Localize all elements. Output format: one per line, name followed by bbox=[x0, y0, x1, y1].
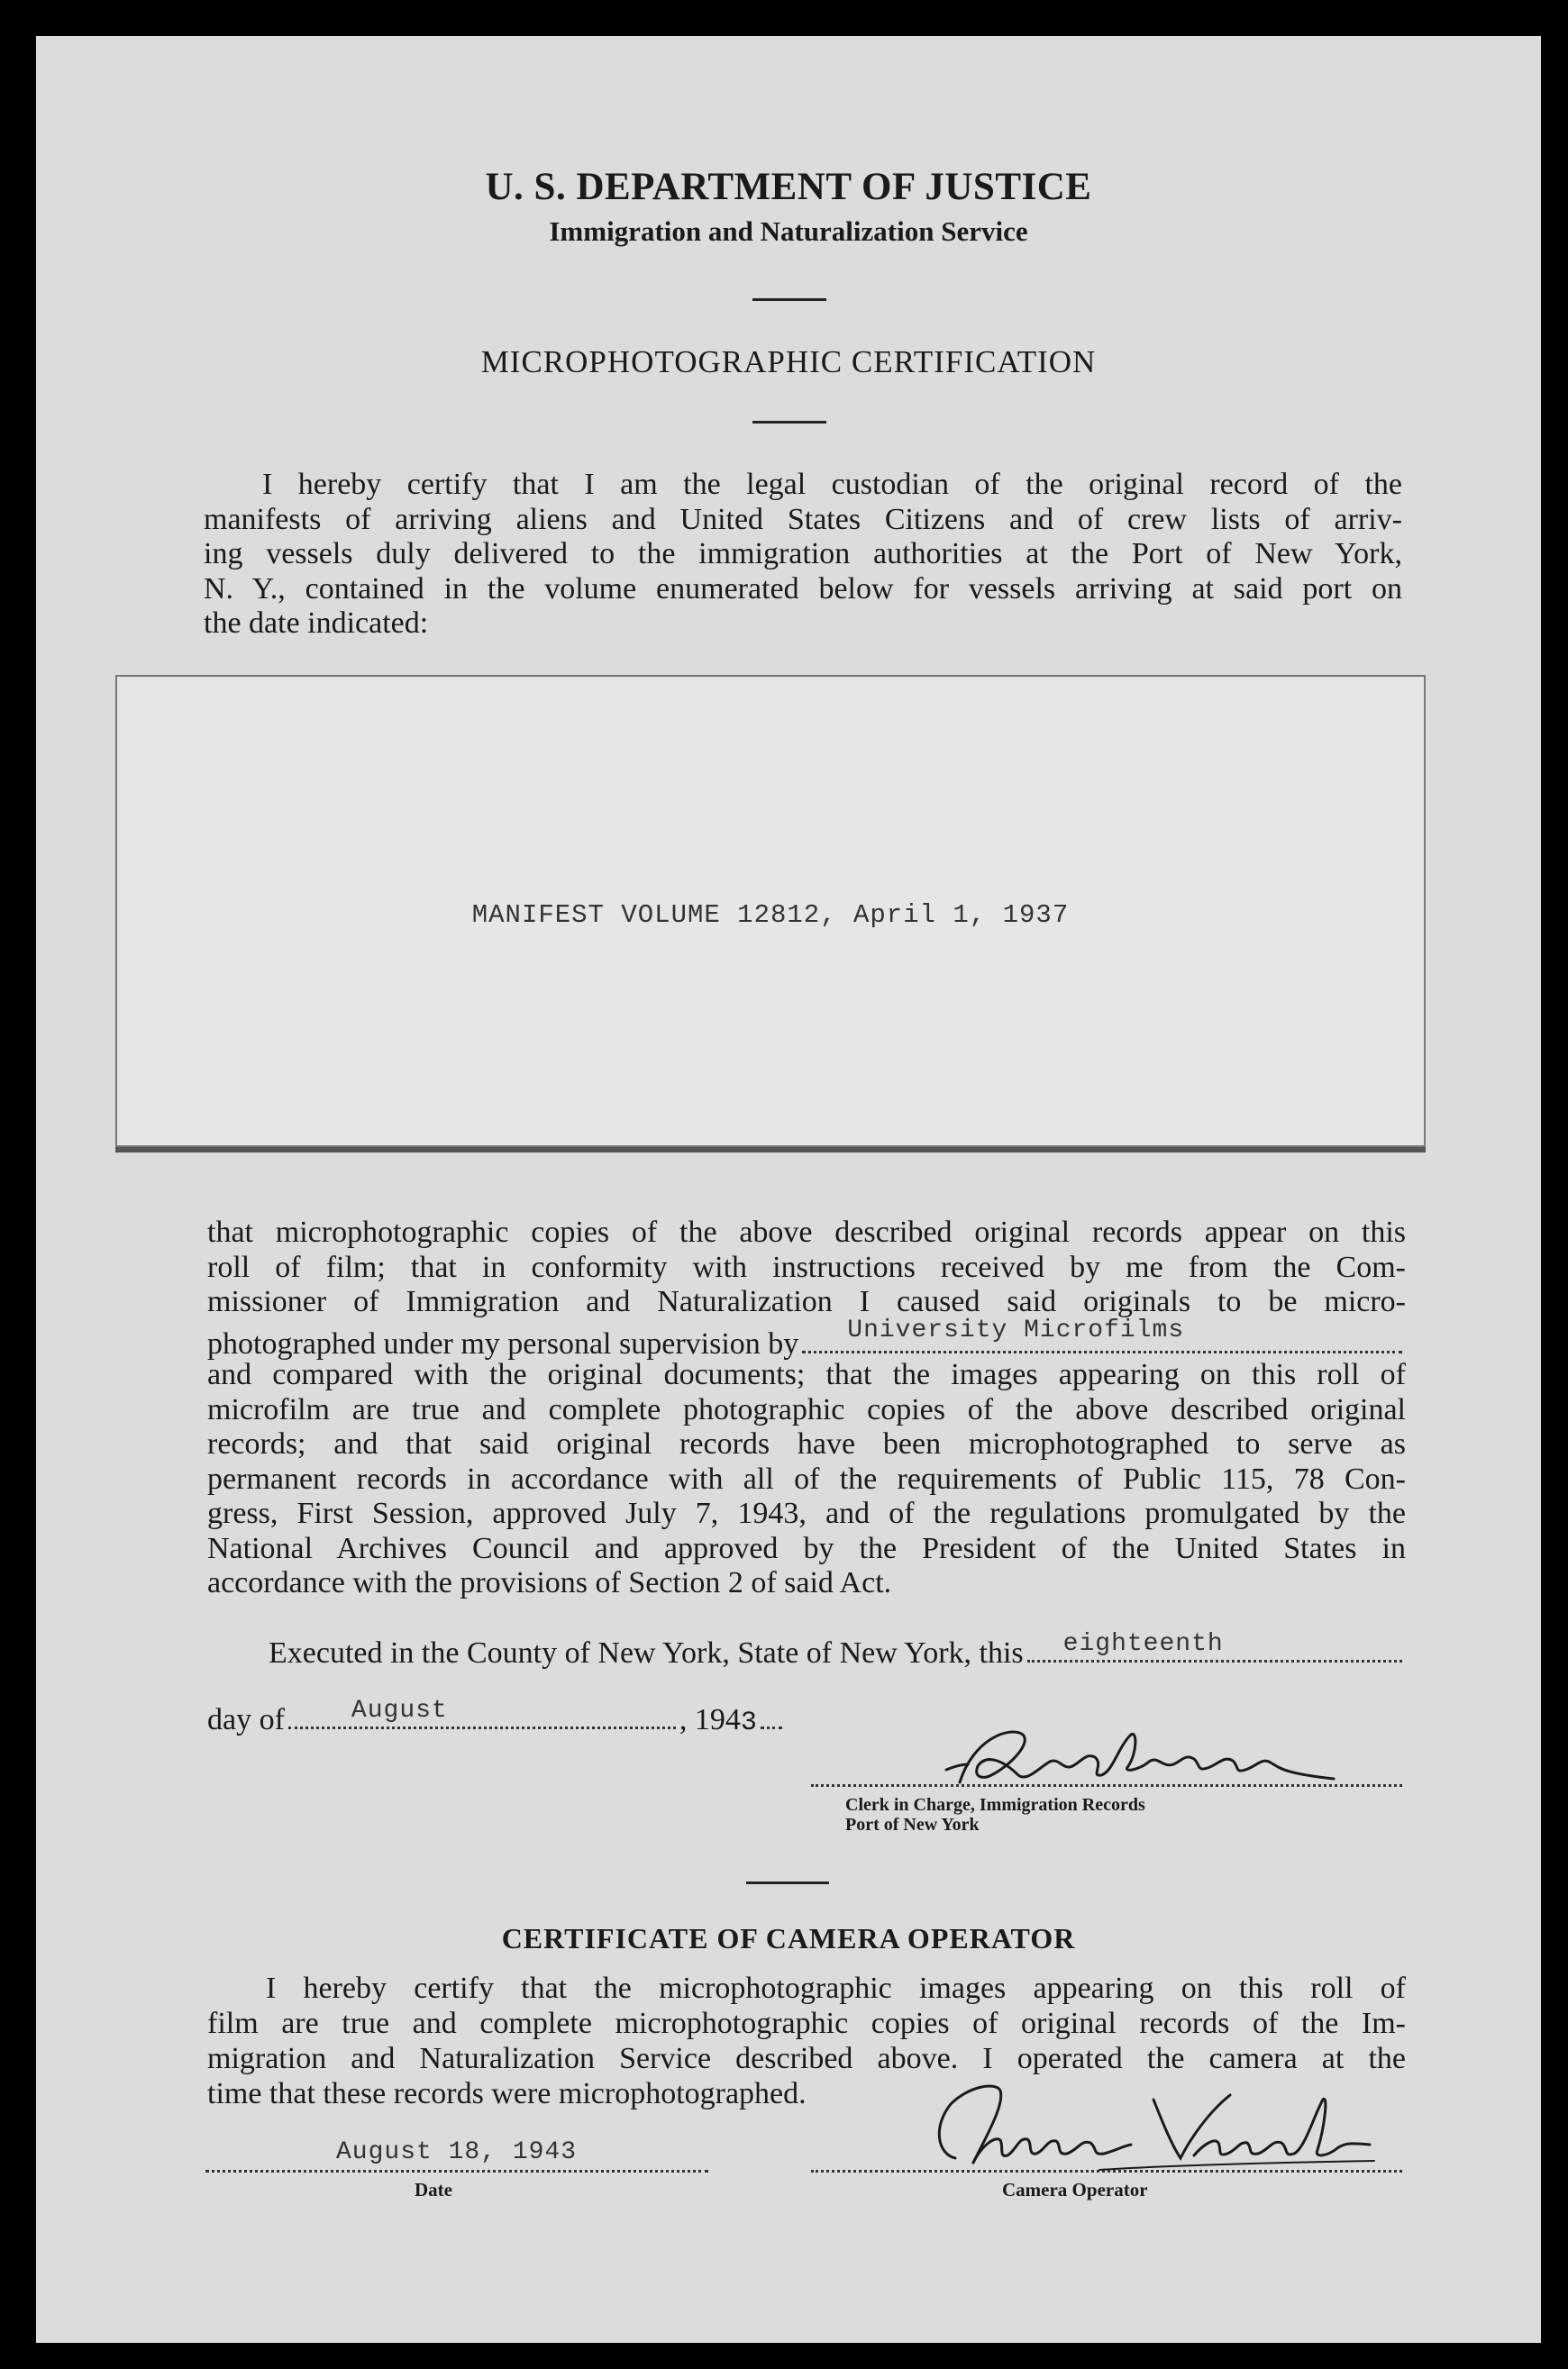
body-line: missioner of Immigration and Naturalization I caused said originals to be micro- bbox=[207, 1285, 1406, 1318]
executed-label: Executed in the County of New York, State of New York, this bbox=[269, 1636, 1024, 1670]
divider-rule bbox=[752, 421, 826, 424]
date-line bbox=[207, 1697, 856, 1738]
operator-line: I hereby certify that the microphotographic images appearing on this roll of bbox=[266, 1972, 1406, 2005]
certification-title: MICROPHOTOGRAPHIC CERTIFICATION bbox=[480, 344, 1097, 379]
clerk-title bbox=[845, 1795, 1145, 1835]
body-paragraph bbox=[207, 1216, 1406, 1601]
divider-rule bbox=[752, 298, 826, 301]
certificate-page bbox=[36, 36, 1541, 2343]
year-value: 3 bbox=[740, 1708, 757, 1738]
supervision-label: photographed under my personal supervision by bbox=[207, 1326, 799, 1361]
intro-line: the date indicated: bbox=[204, 606, 429, 640]
operator-line: film are true and complete microphotographic copies of original records of the Im- bbox=[207, 2007, 1406, 2040]
manifest-volume-text: MANIFEST VOLUME 12812, April 1, 1937 bbox=[471, 900, 1070, 930]
body-line: gress, First Session, approved July 7, 1943, and of the regulations promulgated by the bbox=[207, 1497, 1406, 1530]
body-line: records; and that said original records have been microphotographed to serve as bbox=[207, 1427, 1406, 1461]
clerk-title-line: Clerk in Charge, Immigration Records bbox=[845, 1795, 1145, 1815]
body-line: roll of film; that in conformity with instructions received by me from the Com- bbox=[207, 1250, 1406, 1284]
service-subheading: Immigration and Naturalization Service bbox=[549, 215, 1028, 247]
intro-line: I hereby certify that I am the legal custodian of the original record of the bbox=[262, 468, 1402, 501]
body-line: accordance with the provisions of Section 2 of said Act. bbox=[207, 1566, 892, 1599]
day-value: eighteenth bbox=[1062, 1630, 1224, 1658]
day-field bbox=[1027, 1630, 1402, 1663]
operator-line: migration and Naturalization Service described above. I operated the camera at the bbox=[207, 2042, 1406, 2075]
operator-date-value: August 18, 1943 bbox=[336, 2138, 578, 2166]
body-line: and compared with the original documents; that the images appearing on this roll of bbox=[207, 1358, 1406, 1391]
day-of-label: day of bbox=[207, 1703, 285, 1736]
clerk-location-line: Port of New York bbox=[845, 1815, 980, 1835]
operator-line: time that these records were microphotographed. bbox=[207, 2077, 807, 2110]
year-label: , 194 bbox=[679, 1703, 741, 1736]
body-line: that microphotographic copies of the above described original records appear on this bbox=[207, 1216, 1406, 1249]
month-field bbox=[288, 1697, 676, 1729]
date-label: Date bbox=[415, 2179, 452, 2200]
year-field bbox=[761, 1727, 782, 1729]
record-box bbox=[115, 675, 1426, 1147]
intro-paragraph bbox=[204, 468, 1402, 642]
supervision-line bbox=[207, 1317, 1406, 1362]
camera-operator-title: CERTIFICATE OF CAMERA OPERATOR bbox=[501, 1922, 1076, 1954]
intro-line: manifests of arriving aliens and United States Citizens and of crew lists of arriv- bbox=[204, 502, 1402, 536]
intro-line: ing vessels duly delivered to the immigration authorities at the Port of New York, bbox=[204, 537, 1402, 570]
supervision-field bbox=[802, 1317, 1402, 1353]
operator-signature bbox=[883, 2073, 1388, 2181]
department-heading: U. S. DEPARTMENT OF JUSTICE bbox=[485, 166, 1092, 208]
executed-line bbox=[269, 1630, 1406, 1671]
operator-date-field bbox=[205, 2138, 708, 2173]
camera-operator-label: Camera Operator bbox=[1002, 2179, 1148, 2200]
body-line: microfilm are true and complete photographic copies of the above described original bbox=[207, 1392, 1406, 1426]
month-value: August bbox=[351, 1697, 448, 1725]
supervision-value: University Microfilms bbox=[847, 1317, 1185, 1344]
body-line: National Archives Council and approved by the President of the United States in bbox=[207, 1531, 1406, 1565]
body-line: permanent records in accordance with all of the requirements of Public 115, 78 Con- bbox=[207, 1462, 1406, 1496]
divider-rule bbox=[746, 1882, 829, 1884]
intro-line: N. Y., contained in the volume enumerated below for vessels arriving at said port on bbox=[204, 571, 1402, 606]
